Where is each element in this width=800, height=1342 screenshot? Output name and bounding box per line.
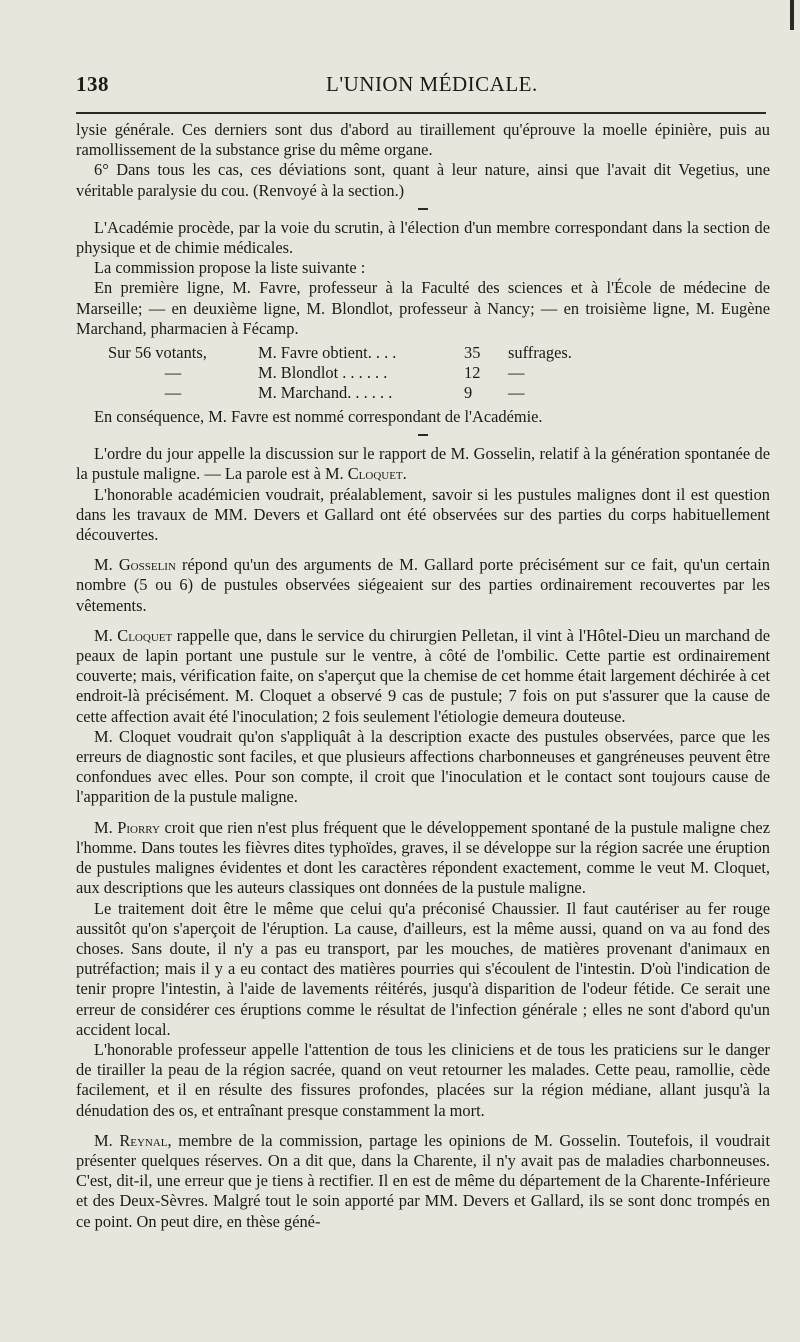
vote-prefix: Sur 56 votants, bbox=[108, 343, 207, 363]
paragraph: M. Cloquet voudrait qu'on s'appliquât à la description exacte des pustules observées, parce que les erreurs de diagnostic sont faciles, et que plusieurs affections charbonneuses et gangréneuses peuvent être confondues avec elles. Pour son compte, il croit que l'inoculation et le contact sont toujours cause de l'apparition de la pustule maligne. bbox=[76, 726, 770, 807]
paragraph bbox=[76, 555, 770, 616]
vote-candidate: M. Blondlot . . . . . . bbox=[258, 363, 388, 383]
speaker-name: Reynal bbox=[119, 1130, 168, 1150]
speaker-name: Cloquet bbox=[117, 625, 173, 645]
vote-count: 9 bbox=[464, 383, 473, 403]
paragraph: En première ligne, M. Favre, professeur à la Faculté des sciences et à l'École de médecine de Marseille; — en deuxième ligne, M. Blondlot, professeur à Nancy; — en troisième ligne, M. Eugène Marchand, pharmacien à Fécamp. bbox=[76, 278, 770, 338]
page-edge-mark bbox=[790, 0, 794, 30]
paragraph: 6° Dans tous les cas, ces déviations sont, quant à leur nature, ainsi que l'avait dit Vegetius, une véritable paralysie du cou. (Renvoyé à la section.) bbox=[76, 160, 770, 200]
vote-row bbox=[108, 343, 594, 363]
speaker-name: Cloquet bbox=[347, 464, 403, 484]
paragraph-gap bbox=[76, 616, 770, 626]
page-header bbox=[76, 72, 776, 102]
running-title: L'UNION MÉDICALE. bbox=[326, 72, 538, 96]
speaker-name: Piorry bbox=[117, 817, 160, 837]
paragraph: lysie générale. Ces derniers sont dus d'abord au tiraillement qu'éprouve la moelle épinière, puis au ramollissement de la substance grise du même organe. bbox=[76, 120, 770, 160]
paragraph-gap bbox=[76, 808, 770, 818]
paragraph-text: M. bbox=[94, 555, 119, 575]
vote-count: 35 bbox=[464, 343, 481, 363]
section-separator bbox=[418, 208, 428, 210]
paragraph bbox=[76, 444, 770, 484]
paragraph: En conséquence, M. Favre est nommé correspondant de l'Académie. bbox=[94, 407, 543, 427]
vote-candidate: M. Favre obtient. . . . bbox=[258, 343, 397, 363]
paragraph bbox=[76, 626, 770, 727]
paragraph bbox=[76, 1131, 770, 1232]
vote-unit: suffrages. bbox=[508, 343, 572, 363]
speaker-name: Gosselin bbox=[118, 555, 176, 575]
paragraph bbox=[76, 818, 770, 899]
paragraph-text: rappelle que, dans le service du chirurgien Pelletan, il vint à l'Hôtel-Dieu un marchand de peaux de lapin portant une pustule sur le ventre, à côté de l'ombilic. Cette partie est ordinairement couverte; mais, vérification faite, on s'aperçut que la chemise de cet homme était largement déchirée à cet endroit-là précisément. M. Cloquet a observé 9 cas de pustule; 7 fois on put s'assurer que la cause de cette affection avait été l'inoculation; 2 fois seulement l'étiologie demeura douteuse. bbox=[76, 625, 770, 726]
paragraph-text: répond qu'un des arguments de M. Gallard porte précisément sur ce fait, qu'un certain nombre (5 ou 6) de pustules observées siégeaient sur des parties ordinairement recouvertes par les vêtements. bbox=[76, 555, 770, 615]
vote-row bbox=[108, 383, 594, 403]
page-number: 138 bbox=[76, 72, 109, 96]
paragraph-text: , membre de la commission, partage les opinions de M. Gosselin. Toutefois, il voudrait présenter quelques réserves. On a dit que, dans la Charente, il n'y avait pas de maladies charbonneuses. C'est, dit-il, une erreur que je tiens à rectifier. Il en est de même du département de la Charente-Inférieure et des Deux-Sèvres. Malgré tout le soin apporté par MM. Devers et Gallard, ils se sont donc trompés en ce point. On peut dire, en thèse géné- bbox=[76, 1130, 770, 1231]
paragraph-text: M. bbox=[94, 1130, 120, 1150]
vote-row bbox=[108, 363, 594, 383]
paragraph-gap bbox=[76, 545, 770, 555]
section-separator bbox=[418, 434, 428, 436]
vote-prefix: — bbox=[164, 363, 182, 383]
paragraph-text: . bbox=[402, 464, 407, 484]
header-rule bbox=[76, 112, 766, 114]
paragraph: La commission propose la liste suivante : bbox=[94, 258, 366, 278]
vote-unit: — bbox=[508, 363, 525, 383]
page-body bbox=[76, 120, 770, 1232]
paragraph-text: croit que rien n'est plus fréquent que le développement spontané de la pustule maligne chez l'homme. Dans toutes les fièvres dites typhoïdes, graves, il se développe sur la région sacrée une éruption de pustules malignes évidentes et dont les caractères répondent exactement, comme le veut M. Cloquet, aux descriptions que les auteurs classiques ont données de la pustule maligne. bbox=[76, 817, 770, 898]
paragraph: L'Académie procède, par la voie du scrutin, à l'élection d'un membre correspondant dans la section de physique et de chimie médicales. bbox=[76, 217, 770, 258]
vote-candidate: M. Marchand. . . . . . bbox=[258, 383, 393, 403]
vote-count: 12 bbox=[464, 363, 481, 383]
paragraph-text: M. bbox=[94, 625, 118, 645]
paragraph-gap bbox=[76, 1121, 770, 1131]
paragraph: Le traitement doit être le même que celui qu'a préconisé Chaussier. Il faut cautériser au fer rouge aussitôt qu'on s'aperçoit de l'éruption. La cause, d'ailleurs, est la même aussi, quand on va au fond des choses. Sans doute, il n'y a pas eu transport, par les mouches, de matières provenant d'animaux en putréfaction; mais il y a eu contact des matières pourries qui s'écoulent de l'intestin. D'où l'indication de tenir propre l'intestin, à l'aide de lavements réitérés, jusqu'à disparition de l'odeur fétide. Ce serait une erreur de considérer ces éruptions comme le résultat de l'infection générale ; elles ne sont d'abord qu'un accident local. bbox=[76, 898, 770, 1039]
paragraph-text: L'ordre du jour appelle la discussion sur le rapport de M. Gosselin, relatif à la génération spontanée de la pustule maligne. — La parole est à M. bbox=[76, 444, 770, 484]
paragraph: L'honorable professeur appelle l'attention de tous les cliniciens et de tous les praticiens sur le danger de tirailler la peau de la région sacrée, quand on veut retourner les malades. Cette peau, ramollie, cède facilement, et il en résulte des fissures profondes, placées sur la région médiane, allant jusqu'à la dénudation des os, et entraînant presque constamment la mort. bbox=[76, 1039, 770, 1120]
paragraph-text: M. bbox=[94, 817, 118, 837]
paragraph: L'honorable académicien voudrait, préalablement, savoir si les pustules malignes dont il est question dans les travaux de MM. Devers et Gallard ont été observées sur des parties du corps habituellement découvertes. bbox=[76, 484, 770, 545]
vote-unit: — bbox=[508, 383, 525, 403]
vote-prefix: — bbox=[164, 383, 182, 403]
vote-results-table bbox=[108, 343, 594, 403]
